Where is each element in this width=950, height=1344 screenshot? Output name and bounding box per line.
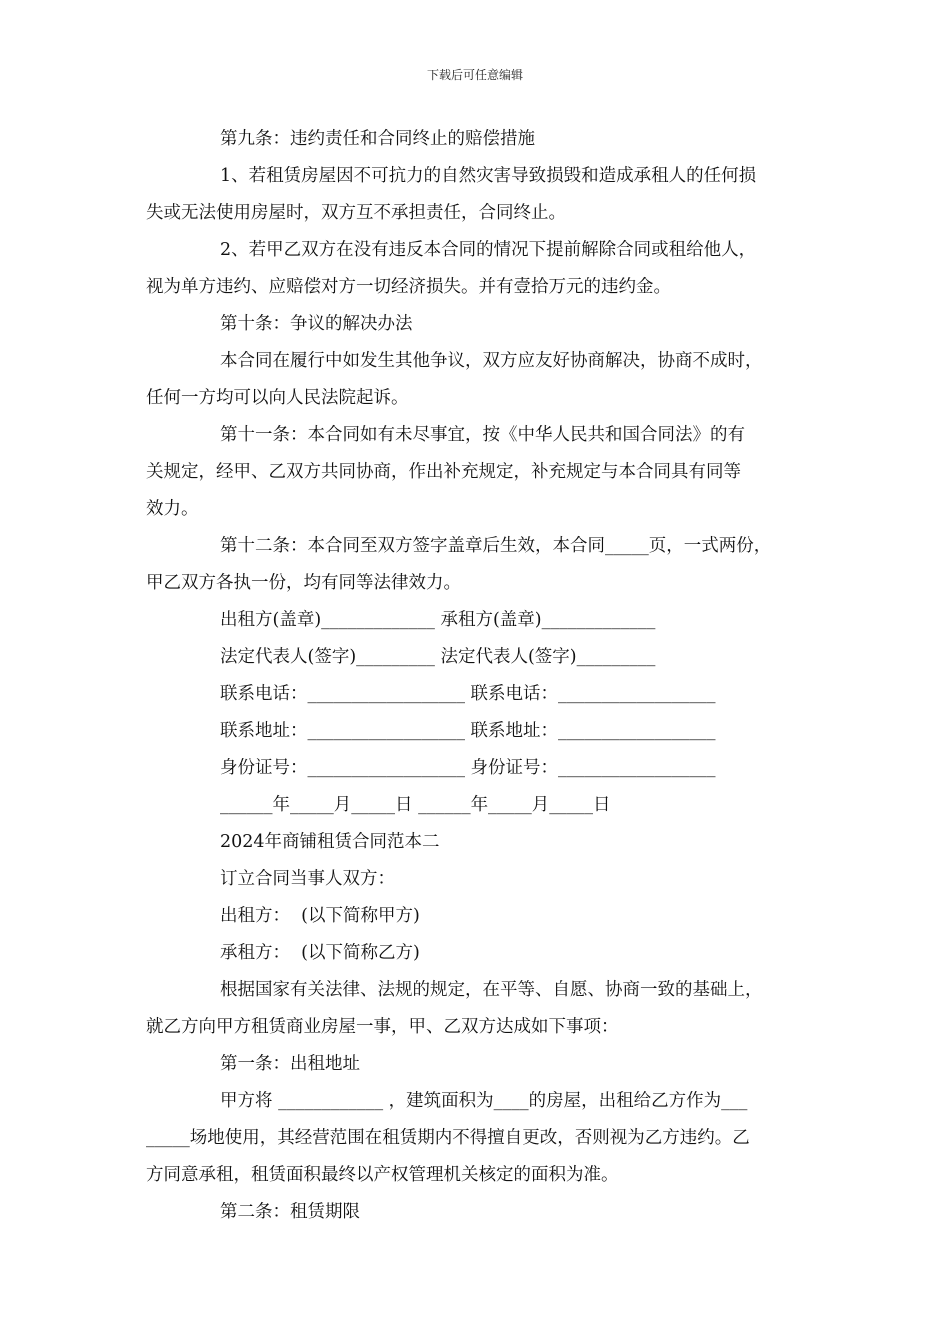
paragraph-line: _____场地使用，其经营范围在租赁期内不得擅自更改，否则视为乙方违约。乙 bbox=[146, 1128, 750, 1148]
paragraph-line: 1、若租赁房屋因不可抗力的自然灾害导致损毁和造成承租人的任何损 bbox=[220, 166, 757, 186]
document-subtitle: 2024年商铺租赁合同范本二 bbox=[220, 832, 440, 852]
section-heading: 第九条：违约责任和合同终止的赔偿措施 bbox=[220, 129, 535, 149]
page-header: 下载后可任意编辑 bbox=[426, 68, 523, 82]
party-lessor: 出租方： (以下简称甲方) bbox=[220, 906, 420, 926]
paragraph-line: 视为单方违约、应赔偿对方一切经济损失。并有壹拾万元的违约金。 bbox=[146, 277, 671, 297]
signature-line-address: 联系地址：__________________ 联系地址：__________________ bbox=[220, 721, 716, 741]
paragraph-line: 本合同在履行中如发生其他争议，双方应友好协商解决，协商不成时， bbox=[220, 351, 763, 371]
paragraph-line: 订立合同当事人双方： bbox=[220, 869, 395, 889]
paragraph-line: 任何一方均可以向人民法院起诉。 bbox=[146, 388, 409, 408]
paragraph-line: 失或无法使用房屋时，双方互不承担责任，合同终止。 bbox=[146, 203, 566, 223]
signature-line-seal: 出租方(盖章)_____________ 承租方(盖章)_____________ bbox=[220, 610, 656, 630]
paragraph-line: 根据国家有关法律、法规的规定，在平等、自愿、协商一致的基础上， bbox=[220, 980, 763, 1000]
paragraph-line: 甲方将 ____________ ，建筑面积为____的房屋，出租给乙方作为___ bbox=[220, 1091, 748, 1111]
signature-line-representative: 法定代表人(签字)_________ 法定代表人(签字)_________ bbox=[220, 647, 656, 667]
paragraph-line: 2、若甲乙双方在没有违反本合同的情况下提前解除合同或租给他人， bbox=[220, 240, 757, 260]
paragraph-line: 甲乙双方各执一份，均有同等法律效力。 bbox=[146, 573, 461, 593]
paragraph-line: 效力。 bbox=[146, 499, 199, 519]
section-heading: 第一条：出租地址 bbox=[220, 1054, 360, 1074]
signature-line-id-number: 身份证号：__________________ 身份证号：__________________ bbox=[220, 758, 716, 778]
signature-line-phone: 联系电话：__________________ 联系电话：__________________ bbox=[220, 684, 716, 704]
paragraph-line: 第十二条：本合同至双方签字盖章后生效，本合同_____页，一式两份， bbox=[220, 536, 772, 556]
paragraph-line: 就乙方向甲方租赁商业房屋一事，甲、乙双方达成如下事项： bbox=[146, 1017, 619, 1037]
paragraph-line: 方同意承租，租赁面积最终以产权管理机关核定的面积为准。 bbox=[146, 1165, 619, 1185]
section-heading: 第二条：租赁期限 bbox=[220, 1202, 360, 1222]
paragraph-line: 第十一条：本合同如有未尽事宜，按《中华人民共和国合同法》的有 bbox=[220, 425, 745, 445]
paragraph-line: 关规定，经甲、乙双方共同协商，作出补充规定，补充规定与本合同具有同等 bbox=[146, 462, 741, 482]
document-body bbox=[146, 121, 808, 1231]
section-heading: 第十条：争议的解决办法 bbox=[220, 314, 413, 334]
party-lessee: 承租方： (以下简称乙方) bbox=[220, 943, 420, 963]
signature-line-date: ______年_____月_____日 ______年_____月_____日 bbox=[220, 795, 611, 815]
